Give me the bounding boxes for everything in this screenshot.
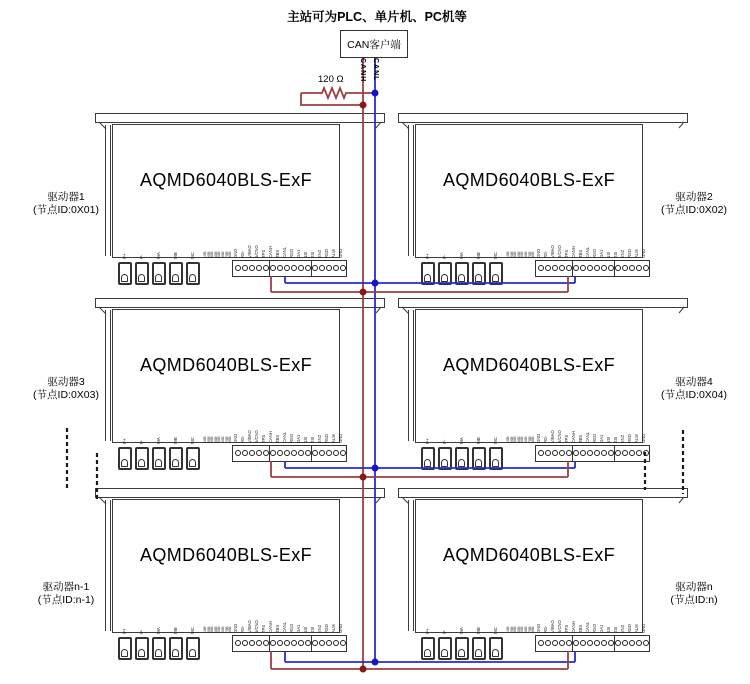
signal-pin-label-cluster: 1SB <box>506 626 510 633</box>
signal-pin-label: ZBS <box>275 434 280 443</box>
driver-name: 驱动器n <box>675 581 713 593</box>
canh-wire-label: CANH <box>359 58 366 83</box>
signal-pin-label-cluster: 8SB <box>531 626 536 633</box>
driver-model-label: AQMD6040BLS-ExF <box>139 544 313 565</box>
signal-pin-label: ALM <box>331 249 336 258</box>
signal-pin-label: GND <box>536 248 541 258</box>
diagram-title: 主站可为PLC、单片机、PC机等 <box>287 10 467 24</box>
signal-pin-label: 2SI <box>310 436 315 443</box>
signal-pin-label: GND <box>233 248 238 258</box>
signal-pin-label: GND <box>536 623 541 633</box>
signal-pin-label: CANL <box>282 431 287 443</box>
signal-pin-label-cluster: 4SB <box>516 436 521 443</box>
power-pin-label: MB <box>476 252 481 259</box>
signal-pin-label-cluster: 5SB <box>217 626 222 633</box>
signal-pin-label: TPS <box>261 624 266 633</box>
signal-pin-label: 1SI <box>303 251 308 258</box>
signal-pin-label-cluster: 8SB <box>228 626 233 633</box>
signal-pin-label-cluster: 7SB <box>224 626 229 633</box>
signal-pin-label: RSD <box>324 434 329 443</box>
signal-pin-label: ALM <box>634 624 639 633</box>
signal-pin-label-cluster: 7SB <box>527 626 532 633</box>
signal-pin-label: GND <box>338 248 343 258</box>
signal-pin-label: 2SI <box>613 251 618 258</box>
signal-pin-label: V/BAO <box>247 430 252 443</box>
signal-pin-label: 5/CNO <box>254 245 259 258</box>
signal-pin-label-cluster: 4SB <box>213 626 218 633</box>
driver-model-label: AQMD6040BLS-ExF <box>442 354 616 375</box>
signal-pin-label: CANL <box>585 431 590 443</box>
signal-pin-label: CANL <box>585 621 590 633</box>
power-pin-label: MA <box>156 252 161 259</box>
signal-pin-label: 1SI <box>303 626 308 633</box>
power-pin-label: P+ <box>122 253 127 259</box>
signal-pin-label: ALM <box>331 624 336 633</box>
signal-pin-label-cluster: 8SB <box>531 251 536 258</box>
signal-pin-label: 5/CNO <box>557 620 562 633</box>
can-client-box: CAN客户端 <box>340 30 408 58</box>
power-pin-label: MA <box>459 252 464 259</box>
signal-pin-label: RSD <box>627 624 632 633</box>
signal-pin-label: V/BAO <box>550 620 555 633</box>
signal-pin-label: GND <box>641 623 646 633</box>
signal-pin-label-cluster: 6SB <box>221 251 225 258</box>
power-pin-label: MB <box>173 252 178 259</box>
signal-pin-label-cluster: 5SB <box>520 251 525 258</box>
signal-pin-label: TPS <box>564 249 569 258</box>
signal-pin-label: RS- <box>543 625 548 633</box>
power-pin-label: MB <box>476 437 481 444</box>
power-pin-label: MC <box>493 627 498 634</box>
signal-pin-label-cluster: 3SB <box>513 626 518 633</box>
signal-pin-label: CANH <box>571 621 576 633</box>
power-pin-label: MC <box>493 437 498 444</box>
signal-pin-label: 5/CNO <box>254 430 259 443</box>
signal-pin-label-cluster: 4SB <box>516 626 521 633</box>
signal-pin-label: RS- <box>240 435 245 443</box>
signal-pin-label: EN2 <box>620 249 625 258</box>
signal-pin-label: ZBS <box>578 434 583 443</box>
signal-pin-label: TPS <box>564 434 569 443</box>
signal-pin-label-cluster: 8SB <box>228 436 233 443</box>
signal-pin-label: 2SI <box>310 626 315 633</box>
power-pin-label: P- <box>442 439 447 444</box>
signal-pin-label-cluster: 7SB <box>224 436 229 443</box>
signal-pin-label: CANL <box>585 246 590 258</box>
signal-pin-label-cluster: 5SB <box>520 436 525 443</box>
canl-wire-label: CANL <box>372 58 379 82</box>
signal-pin-label-cluster: 1SB <box>506 251 510 258</box>
power-pin-label: P+ <box>425 628 430 634</box>
signal-pin-label: 5/CNO <box>557 430 562 443</box>
signal-pin-label: EN2 <box>317 249 322 258</box>
signal-pin-label: V/BAO <box>247 620 252 633</box>
driver-name: 驱动器4 <box>675 376 713 388</box>
power-pin-label: P+ <box>425 438 430 444</box>
power-pin-label: MB <box>173 437 178 444</box>
signal-pin-label: CANH <box>268 246 273 258</box>
signal-pin-label: ALM <box>634 434 639 443</box>
signal-pin-label: 1SI <box>606 626 611 633</box>
signal-pin-label-cluster: 3SB <box>210 436 215 443</box>
signal-pin-label-cluster: 1SB <box>203 251 207 258</box>
signal-pin-label: RSD <box>627 434 632 443</box>
signal-pin-label: RSD <box>627 249 632 258</box>
signal-pin-label: 5/CNO <box>254 620 259 633</box>
signal-pin-label: GA1 <box>296 434 301 443</box>
driver-node-id: (节点ID:0X03) <box>33 389 99 401</box>
signal-pin-label: 2SI <box>613 436 618 443</box>
signal-pin-label: 2SI <box>310 251 315 258</box>
signal-pin-label-cluster: 6SB <box>221 626 225 633</box>
power-pin-label: MC <box>190 437 195 444</box>
power-pin-label: P- <box>139 254 144 259</box>
signal-pin-label: RSD <box>324 624 329 633</box>
driver-name: 驱动器1 <box>47 191 85 203</box>
signal-pin-label: RSO <box>592 248 597 258</box>
driver-node-id: (节点ID:n-1) <box>37 594 95 606</box>
signal-pin-label: GND <box>641 248 646 258</box>
signal-pin-label-cluster: 1SB <box>506 436 510 443</box>
signal-pin-label-cluster: 2SB <box>509 436 514 443</box>
signal-pin-label: GA1 <box>599 249 604 258</box>
power-pin-label: MA <box>156 627 161 634</box>
signal-pin-label-cluster: 7SB <box>527 436 532 443</box>
signal-pin-label: CANH <box>571 431 576 443</box>
signal-pin-label: TPS <box>261 249 266 258</box>
power-pin-label: P+ <box>425 253 430 259</box>
power-pin-label: MC <box>493 252 498 259</box>
driver-name: 驱动器n-1 <box>42 581 90 593</box>
signal-pin-label: ZBS <box>578 624 583 633</box>
signal-pin-label-cluster: 2SB <box>509 626 514 633</box>
signal-pin-label-cluster: 3SB <box>210 626 215 633</box>
signal-pin-label: GA1 <box>296 249 301 258</box>
signal-pin-label-cluster: 3SB <box>513 251 518 258</box>
signal-pin-label: RSO <box>289 623 294 633</box>
signal-pin-label-cluster: 8SB <box>531 436 536 443</box>
termination-resistor-label: 120 Ω <box>318 74 344 85</box>
signal-pin-label: GA1 <box>599 624 604 633</box>
signal-pin-label: EN2 <box>620 434 625 443</box>
signal-pin-label-cluster: 3SB <box>513 436 518 443</box>
signal-pin-label-cluster: 4SB <box>213 251 218 258</box>
signal-pin-label: ZBS <box>275 624 280 633</box>
signal-pin-label-cluster: 1SB <box>203 436 207 443</box>
signal-pin-label: RSO <box>592 433 597 443</box>
signal-pin-label: 5/CNO <box>557 245 562 258</box>
signal-pin-label: 1SI <box>606 251 611 258</box>
signal-pin-label-cluster: 5SB <box>217 436 222 443</box>
signal-pin-label: CANL <box>282 621 287 633</box>
power-pin-label: P+ <box>122 628 127 634</box>
signal-pin-label: EN2 <box>317 624 322 633</box>
signal-pin-label: RS- <box>543 435 548 443</box>
signal-pin-label: EN2 <box>317 434 322 443</box>
signal-pin-label: TPS <box>261 434 266 443</box>
driver-name: 驱动器2 <box>675 191 713 203</box>
power-pin-label: MB <box>476 627 481 634</box>
signal-pin-label: CANL <box>282 246 287 258</box>
signal-pin-label: ALM <box>331 434 336 443</box>
driver-model-label: AQMD6040BLS-ExF <box>442 544 616 565</box>
signal-pin-label-cluster: 4SB <box>516 251 521 258</box>
signal-pin-label: RSD <box>324 249 329 258</box>
signal-pin-label-cluster: 3SB <box>210 251 215 258</box>
power-pin-label: P+ <box>122 438 127 444</box>
signal-pin-label: RSO <box>289 248 294 258</box>
signal-pin-label: GND <box>338 623 343 633</box>
signal-pin-label: CANH <box>268 621 273 633</box>
signal-pin-label: 1SI <box>606 436 611 443</box>
signal-pin-label: GA1 <box>599 434 604 443</box>
signal-pin-label-cluster: 6SB <box>524 251 528 258</box>
power-pin-label: MB <box>173 627 178 634</box>
power-pin-label: P- <box>139 439 144 444</box>
power-pin-label: P- <box>442 254 447 259</box>
signal-pin-label: GND <box>338 433 343 443</box>
driver-node-id: (节点ID:0X04) <box>661 389 727 401</box>
signal-pin-label: 1SI <box>303 436 308 443</box>
driver-node-id: (节点ID:n) <box>670 594 718 606</box>
signal-pin-label-cluster: 7SB <box>224 251 229 258</box>
driver-node-id: (节点ID:0X01) <box>33 204 99 216</box>
power-pin-label: MA <box>459 437 464 444</box>
signal-pin-label-cluster: 2SB <box>206 626 211 633</box>
signal-pin-label-cluster: 1SB <box>203 626 207 633</box>
driver-node-id: (节点ID:0X02) <box>661 204 727 216</box>
signal-pin-label: RSO <box>592 623 597 633</box>
signal-pin-label: GND <box>233 623 238 633</box>
signal-pin-label: CANH <box>268 431 273 443</box>
signal-pin-label: ZBS <box>578 249 583 258</box>
signal-pin-label: EN2 <box>620 624 625 633</box>
signal-pin-label: ZBS <box>275 249 280 258</box>
power-pin-label: P- <box>139 629 144 634</box>
signal-pin-label-cluster: 6SB <box>221 436 225 443</box>
signal-pin-label: RSO <box>289 433 294 443</box>
signal-pin-label-cluster: 2SB <box>206 251 211 258</box>
signal-pin-label: 2SI <box>613 626 618 633</box>
signal-pin-label: V/BAO <box>550 430 555 443</box>
driver-name: 驱动器3 <box>47 376 85 388</box>
signal-pin-label: V/BAO <box>247 245 252 258</box>
power-pin-label: P- <box>442 629 447 634</box>
signal-pin-label-cluster: 5SB <box>217 251 222 258</box>
signal-pin-label: RS- <box>240 625 245 633</box>
signal-pin-label-cluster: 4SB <box>213 436 218 443</box>
signal-pin-label: V/BAO <box>550 245 555 258</box>
driver-model-label: AQMD6040BLS-ExF <box>139 354 313 375</box>
signal-pin-label: TPS <box>564 624 569 633</box>
power-pin-label: MA <box>156 437 161 444</box>
signal-pin-label: ALM <box>634 249 639 258</box>
power-pin-label: MA <box>459 627 464 634</box>
signal-pin-label: GND <box>233 433 238 443</box>
signal-pin-label: GND <box>536 433 541 443</box>
power-pin-label: MC <box>190 627 195 634</box>
signal-pin-label: RS- <box>240 250 245 258</box>
driver-model-label: AQMD6040BLS-ExF <box>139 169 313 190</box>
signal-pin-label: GND <box>641 433 646 443</box>
signal-pin-label-cluster: 7SB <box>527 251 532 258</box>
signal-pin-label-cluster: 6SB <box>524 436 528 443</box>
signal-pin-label: CANH <box>571 246 576 258</box>
signal-pin-label: GA1 <box>296 624 301 633</box>
signal-pin-label: RS- <box>543 250 548 258</box>
signal-pin-label-cluster: 2SB <box>206 436 211 443</box>
signal-pin-label-cluster: 5SB <box>520 626 525 633</box>
power-pin-label: MC <box>190 252 195 259</box>
signal-pin-label-cluster: 8SB <box>228 251 233 258</box>
signal-pin-label-cluster: 2SB <box>509 251 514 258</box>
signal-pin-label-cluster: 6SB <box>524 626 528 633</box>
driver-model-label: AQMD6040BLS-ExF <box>442 169 616 190</box>
